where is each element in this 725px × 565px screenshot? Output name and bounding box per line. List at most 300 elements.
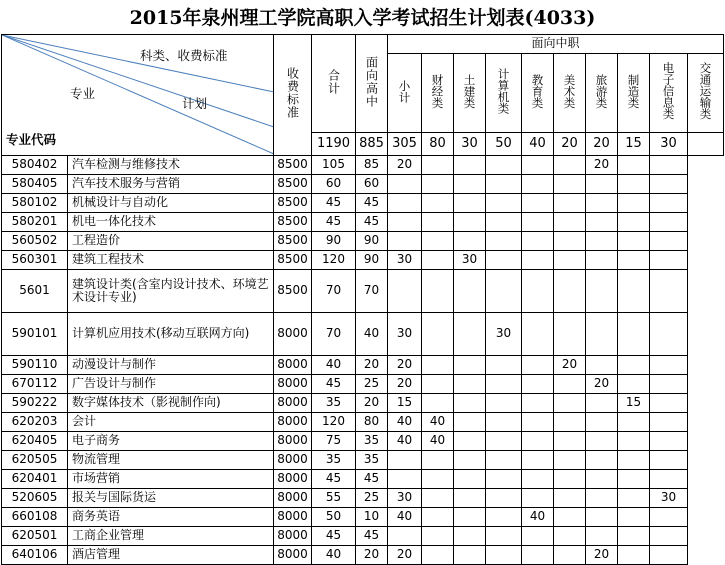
cell-highschool: 20 bbox=[356, 394, 388, 413]
cell-electronics bbox=[650, 232, 688, 251]
cell-civil bbox=[454, 413, 486, 432]
cell-total: 45 bbox=[312, 527, 356, 546]
cell-computer bbox=[486, 489, 522, 508]
cell-civil bbox=[454, 175, 486, 194]
cell-electronics bbox=[650, 527, 688, 546]
major-code: 620203 bbox=[2, 413, 68, 432]
fee-standard-value: 8000 bbox=[274, 508, 312, 527]
table-row bbox=[2, 313, 724, 356]
cell-total: 70 bbox=[312, 313, 356, 356]
cell-electronics bbox=[650, 251, 688, 270]
cell-subtotal: 40 bbox=[388, 508, 422, 527]
cell-electronics bbox=[650, 546, 688, 565]
cell-manufacturing bbox=[618, 175, 650, 194]
total-transport bbox=[688, 133, 724, 156]
cell-tourism bbox=[586, 194, 618, 213]
cell-subtotal bbox=[388, 175, 422, 194]
cell-highschool: 45 bbox=[356, 527, 388, 546]
cell-education bbox=[522, 451, 554, 470]
total-finance: 80 bbox=[422, 133, 454, 156]
cell-manufacturing bbox=[618, 213, 650, 232]
cell-manufacturing bbox=[618, 508, 650, 527]
table-row bbox=[2, 432, 724, 451]
table-row bbox=[2, 470, 724, 489]
major-code: 590101 bbox=[2, 313, 68, 356]
cell-manufacturing bbox=[618, 270, 650, 313]
cell-tourism bbox=[586, 213, 618, 232]
cell-subtotal: 20 bbox=[388, 375, 422, 394]
cell-subtotal: 40 bbox=[388, 413, 422, 432]
cell-tourism bbox=[586, 270, 618, 313]
cell-education bbox=[522, 251, 554, 270]
major-code: 590222 bbox=[2, 394, 68, 413]
cell-civil bbox=[454, 156, 486, 175]
major-code: 620501 bbox=[2, 527, 68, 546]
major-code: 580201 bbox=[2, 213, 68, 232]
cell-art bbox=[554, 394, 586, 413]
cell-computer bbox=[486, 508, 522, 527]
fee-standard-value: 8500 bbox=[274, 213, 312, 232]
cell-civil bbox=[454, 527, 486, 546]
cell-manufacturing bbox=[618, 432, 650, 451]
cell-subtotal: 30 bbox=[388, 313, 422, 356]
cell-civil bbox=[454, 213, 486, 232]
cell-art bbox=[554, 546, 586, 565]
cell-art bbox=[554, 470, 586, 489]
fee-standard-value: 8000 bbox=[274, 527, 312, 546]
corner-label-major-code: 专业代码 bbox=[6, 132, 57, 147]
total-manufacturing: 15 bbox=[618, 133, 650, 156]
major-code: 520605 bbox=[2, 489, 68, 508]
major-code: 620401 bbox=[2, 470, 68, 489]
fee-standard-value: 8500 bbox=[274, 156, 312, 175]
cell-art bbox=[554, 527, 586, 546]
cell-art bbox=[554, 451, 586, 470]
cell-computer bbox=[486, 375, 522, 394]
cell-finance bbox=[422, 270, 454, 313]
major-name: 动漫设计与制作 bbox=[68, 356, 274, 375]
cell-subtotal: 40 bbox=[388, 432, 422, 451]
fee-standard-value: 8000 bbox=[274, 451, 312, 470]
cell-manufacturing bbox=[618, 356, 650, 375]
cell-computer bbox=[486, 232, 522, 251]
cell-electronics bbox=[650, 508, 688, 527]
cell-highschool: 45 bbox=[356, 194, 388, 213]
cell-art bbox=[554, 432, 586, 451]
major-name: 物流管理 bbox=[68, 451, 274, 470]
cell-finance bbox=[422, 194, 454, 213]
cell-subtotal bbox=[388, 451, 422, 470]
header-to-zhongzhi: 面向中职 bbox=[388, 35, 724, 54]
major-code: 620505 bbox=[2, 451, 68, 470]
cell-education bbox=[522, 156, 554, 175]
cell-education bbox=[522, 527, 554, 546]
cell-subtotal bbox=[388, 213, 422, 232]
major-code: 620405 bbox=[2, 432, 68, 451]
cell-highschool: 20 bbox=[356, 546, 388, 565]
cell-education bbox=[522, 394, 554, 413]
cell-manufacturing bbox=[618, 470, 650, 489]
major-name: 报关与国际货运 bbox=[68, 489, 274, 508]
cell-computer bbox=[486, 213, 522, 232]
major-name: 计算机应用技术(移动互联网方向) bbox=[68, 313, 274, 356]
cell-finance bbox=[422, 175, 454, 194]
cell-total: 90 bbox=[312, 232, 356, 251]
cell-tourism: 20 bbox=[586, 546, 618, 565]
cell-subtotal: 15 bbox=[388, 394, 422, 413]
table-row bbox=[2, 251, 724, 270]
cell-computer bbox=[486, 470, 522, 489]
cell-electronics bbox=[650, 156, 688, 175]
header-total: 合计 bbox=[312, 35, 356, 133]
cell-highschool: 90 bbox=[356, 232, 388, 251]
cell-tourism bbox=[586, 508, 618, 527]
table-row bbox=[2, 489, 724, 508]
cell-education bbox=[522, 194, 554, 213]
major-name: 市场营销 bbox=[68, 470, 274, 489]
fee-standard-value: 8000 bbox=[274, 546, 312, 565]
cell-finance bbox=[422, 394, 454, 413]
cell-computer bbox=[486, 546, 522, 565]
cell-civil: 30 bbox=[454, 251, 486, 270]
cell-total: 75 bbox=[312, 432, 356, 451]
header-row-1 bbox=[2, 35, 724, 54]
total-education: 40 bbox=[522, 133, 554, 156]
cell-subtotal: 20 bbox=[388, 546, 422, 565]
cell-electronics bbox=[650, 375, 688, 394]
cell-education bbox=[522, 413, 554, 432]
cell-education bbox=[522, 432, 554, 451]
total-electronics: 30 bbox=[650, 133, 688, 156]
table-row bbox=[2, 156, 724, 175]
cell-finance bbox=[422, 375, 454, 394]
cell-highschool: 35 bbox=[356, 432, 388, 451]
table-row bbox=[2, 175, 724, 194]
cell-total: 55 bbox=[312, 489, 356, 508]
cell-total: 120 bbox=[312, 413, 356, 432]
major-name: 建筑设计类(含室内设计技术、环境艺术设计专业) bbox=[68, 270, 274, 313]
cell-education: 40 bbox=[522, 508, 554, 527]
cell-art bbox=[554, 508, 586, 527]
corner-label-major: 专业 bbox=[70, 86, 96, 101]
cell-art bbox=[554, 213, 586, 232]
fee-standard-value: 8500 bbox=[274, 175, 312, 194]
cell-manufacturing bbox=[618, 251, 650, 270]
cell-highschool: 20 bbox=[356, 356, 388, 375]
major-name: 会计 bbox=[68, 413, 274, 432]
cell-manufacturing bbox=[618, 546, 650, 565]
table-row bbox=[2, 375, 724, 394]
fee-standard-value: 8500 bbox=[274, 232, 312, 251]
header-sub-subtotal: 小计 bbox=[388, 53, 422, 132]
cell-highschool: 25 bbox=[356, 375, 388, 394]
table-row bbox=[2, 213, 724, 232]
cell-finance bbox=[422, 356, 454, 375]
table-row bbox=[2, 232, 724, 251]
cell-total: 50 bbox=[312, 508, 356, 527]
cell-tourism bbox=[586, 394, 618, 413]
major-name: 机电一体化技术 bbox=[68, 213, 274, 232]
cell-highschool: 45 bbox=[356, 470, 388, 489]
major-name: 数字媒体技术（影视制作向) bbox=[68, 394, 274, 413]
cell-art bbox=[554, 194, 586, 213]
major-code: 580402 bbox=[2, 156, 68, 175]
table-row bbox=[2, 508, 724, 527]
cell-total: 45 bbox=[312, 470, 356, 489]
table-row bbox=[2, 356, 724, 375]
major-name: 工程造价 bbox=[68, 232, 274, 251]
corner-label-plan: 计划 bbox=[182, 96, 208, 111]
cell-tourism: 20 bbox=[586, 156, 618, 175]
cell-electronics bbox=[650, 213, 688, 232]
cell-highschool: 10 bbox=[356, 508, 388, 527]
cell-subtotal bbox=[388, 270, 422, 313]
table-row bbox=[2, 546, 724, 565]
fee-standard-value: 8000 bbox=[274, 432, 312, 451]
cell-electronics bbox=[650, 194, 688, 213]
fee-standard-value: 8500 bbox=[274, 251, 312, 270]
cell-manufacturing bbox=[618, 527, 650, 546]
cell-civil bbox=[454, 313, 486, 356]
header-sub-education: 教育类 bbox=[522, 53, 554, 132]
cell-total: 60 bbox=[312, 175, 356, 194]
cell-civil bbox=[454, 489, 486, 508]
admission-plan-table bbox=[1, 34, 724, 565]
fee-standard-value: 8000 bbox=[274, 413, 312, 432]
cell-total: 40 bbox=[312, 356, 356, 375]
table-row bbox=[2, 270, 724, 313]
cell-manufacturing bbox=[618, 313, 650, 356]
total-art: 20 bbox=[554, 133, 586, 156]
cell-highschool: 90 bbox=[356, 251, 388, 270]
header-fee-standard: 收费标准 bbox=[274, 35, 312, 156]
major-code: 560301 bbox=[2, 251, 68, 270]
major-code: 580405 bbox=[2, 175, 68, 194]
header-sub-transport: 交通运输类 bbox=[688, 53, 724, 132]
cell-civil bbox=[454, 451, 486, 470]
cell-highschool: 25 bbox=[356, 489, 388, 508]
cell-computer bbox=[486, 394, 522, 413]
cell-manufacturing bbox=[618, 375, 650, 394]
major-code: 590110 bbox=[2, 356, 68, 375]
header-sub-electronics: 电子信息类 bbox=[650, 53, 688, 132]
cell-manufacturing bbox=[618, 232, 650, 251]
fee-standard-value: 8000 bbox=[274, 356, 312, 375]
total-civil: 30 bbox=[454, 133, 486, 156]
cell-electronics bbox=[650, 394, 688, 413]
fee-standard-value: 8000 bbox=[274, 313, 312, 356]
header-sub-art: 美术类 bbox=[554, 53, 586, 132]
cell-tourism bbox=[586, 489, 618, 508]
cell-art bbox=[554, 175, 586, 194]
cell-civil bbox=[454, 232, 486, 251]
cell-civil bbox=[454, 470, 486, 489]
cell-subtotal bbox=[388, 194, 422, 213]
header-to-highschool: 面向高中 bbox=[356, 35, 388, 133]
cell-finance bbox=[422, 313, 454, 356]
cell-education bbox=[522, 375, 554, 394]
cell-computer bbox=[486, 432, 522, 451]
cell-finance bbox=[422, 508, 454, 527]
major-code: 5601 bbox=[2, 270, 68, 313]
header-sub-civil: 土建类 bbox=[454, 53, 486, 132]
major-code: 640106 bbox=[2, 546, 68, 565]
fee-standard-value: 8000 bbox=[274, 489, 312, 508]
cell-highschool: 45 bbox=[356, 213, 388, 232]
page-title: 2015年泉州理工学院高职入学考试招生计划表(4033) bbox=[129, 7, 596, 29]
cell-civil bbox=[454, 394, 486, 413]
cell-highschool: 85 bbox=[356, 156, 388, 175]
major-name: 广告设计与制作 bbox=[68, 375, 274, 394]
cell-highschool: 80 bbox=[356, 413, 388, 432]
cell-civil bbox=[454, 432, 486, 451]
total-highschool: 885 bbox=[356, 133, 388, 156]
fee-standard-value: 8000 bbox=[274, 470, 312, 489]
cell-computer bbox=[486, 194, 522, 213]
cell-subtotal: 30 bbox=[388, 251, 422, 270]
cell-highschool: 35 bbox=[356, 451, 388, 470]
cell-education bbox=[522, 489, 554, 508]
header-sub-computer: 计算机类 bbox=[486, 53, 522, 132]
cell-art bbox=[554, 270, 586, 313]
cell-art bbox=[554, 156, 586, 175]
cell-tourism bbox=[586, 356, 618, 375]
major-name: 酒店管理 bbox=[68, 546, 274, 565]
cell-manufacturing bbox=[618, 194, 650, 213]
total-subtotal: 305 bbox=[388, 133, 422, 156]
cell-subtotal: 20 bbox=[388, 356, 422, 375]
cell-electronics bbox=[650, 451, 688, 470]
cell-finance bbox=[422, 213, 454, 232]
cell-tourism bbox=[586, 313, 618, 356]
cell-manufacturing bbox=[618, 156, 650, 175]
cell-manufacturing bbox=[618, 489, 650, 508]
header-sub-finance: 财经类 bbox=[422, 53, 454, 132]
cell-art: 20 bbox=[554, 356, 586, 375]
cell-education bbox=[522, 213, 554, 232]
major-name: 机械设计与自动化 bbox=[68, 194, 274, 213]
major-code: 580102 bbox=[2, 194, 68, 213]
cell-highschool: 40 bbox=[356, 313, 388, 356]
cell-electronics bbox=[650, 270, 688, 313]
cell-education bbox=[522, 470, 554, 489]
cell-tourism bbox=[586, 432, 618, 451]
cell-computer bbox=[486, 527, 522, 546]
cell-civil bbox=[454, 508, 486, 527]
cell-manufacturing bbox=[618, 451, 650, 470]
header-sub-tourism: 旅游类 bbox=[586, 53, 618, 132]
cell-subtotal bbox=[388, 232, 422, 251]
cell-electronics bbox=[650, 313, 688, 356]
cell-electronics bbox=[650, 175, 688, 194]
cell-electronics: 30 bbox=[650, 489, 688, 508]
cell-total: 45 bbox=[312, 213, 356, 232]
cell-computer bbox=[486, 270, 522, 313]
header-corner-diagonal bbox=[2, 35, 274, 156]
cell-tourism bbox=[586, 251, 618, 270]
cell-total: 105 bbox=[312, 156, 356, 175]
cell-finance: 40 bbox=[422, 432, 454, 451]
cell-finance bbox=[422, 470, 454, 489]
cell-subtotal bbox=[388, 470, 422, 489]
major-code: 560502 bbox=[2, 232, 68, 251]
cell-civil bbox=[454, 356, 486, 375]
cell-tourism bbox=[586, 527, 618, 546]
cell-education bbox=[522, 546, 554, 565]
major-code: 670112 bbox=[2, 375, 68, 394]
cell-computer bbox=[486, 356, 522, 375]
cell-total: 120 bbox=[312, 251, 356, 270]
cell-art bbox=[554, 313, 586, 356]
header-sub-manufacturing: 制造类 bbox=[618, 53, 650, 132]
major-name: 商务英语 bbox=[68, 508, 274, 527]
cell-highschool: 60 bbox=[356, 175, 388, 194]
major-code: 660108 bbox=[2, 508, 68, 527]
cell-finance bbox=[422, 156, 454, 175]
cell-computer bbox=[486, 413, 522, 432]
table-row bbox=[2, 451, 724, 470]
table-row bbox=[2, 527, 724, 546]
total-tourism: 20 bbox=[586, 133, 618, 156]
cell-total: 70 bbox=[312, 270, 356, 313]
corner-label-category: 科类、收费标准 bbox=[140, 48, 228, 63]
cell-finance bbox=[422, 546, 454, 565]
table-body bbox=[2, 156, 724, 565]
cell-finance: 40 bbox=[422, 413, 454, 432]
cell-total: 45 bbox=[312, 375, 356, 394]
table-row bbox=[2, 394, 724, 413]
cell-computer bbox=[486, 251, 522, 270]
cell-finance bbox=[422, 251, 454, 270]
cell-computer bbox=[486, 451, 522, 470]
fee-standard-value: 8000 bbox=[274, 375, 312, 394]
cell-civil bbox=[454, 270, 486, 313]
cell-electronics bbox=[650, 470, 688, 489]
cell-subtotal bbox=[388, 527, 422, 546]
cell-computer bbox=[486, 156, 522, 175]
cell-finance bbox=[422, 451, 454, 470]
cell-art bbox=[554, 413, 586, 432]
table-row bbox=[2, 194, 724, 213]
cell-finance bbox=[422, 527, 454, 546]
cell-highschool: 70 bbox=[356, 270, 388, 313]
cell-computer: 30 bbox=[486, 313, 522, 356]
cell-manufacturing: 15 bbox=[618, 394, 650, 413]
fee-standard-value: 8500 bbox=[274, 270, 312, 313]
cell-art bbox=[554, 489, 586, 508]
cell-tourism bbox=[586, 451, 618, 470]
cell-education bbox=[522, 313, 554, 356]
table-row bbox=[2, 413, 724, 432]
major-name: 汽车检测与维修技术 bbox=[68, 156, 274, 175]
cell-total: 40 bbox=[312, 546, 356, 565]
fee-standard-value: 8000 bbox=[274, 394, 312, 413]
cell-total: 35 bbox=[312, 451, 356, 470]
cell-total: 45 bbox=[312, 194, 356, 213]
cell-computer bbox=[486, 175, 522, 194]
major-name: 建筑工程技术 bbox=[68, 251, 274, 270]
major-name: 工商企业管理 bbox=[68, 527, 274, 546]
cell-finance bbox=[422, 232, 454, 251]
cell-electronics bbox=[650, 356, 688, 375]
major-name: 汽车技术服务与营销 bbox=[68, 175, 274, 194]
total-sum: 1190 bbox=[312, 133, 356, 156]
fee-standard-value: 8500 bbox=[274, 194, 312, 213]
total-computer: 50 bbox=[486, 133, 522, 156]
cell-tourism bbox=[586, 232, 618, 251]
cell-civil bbox=[454, 194, 486, 213]
cell-education bbox=[522, 175, 554, 194]
